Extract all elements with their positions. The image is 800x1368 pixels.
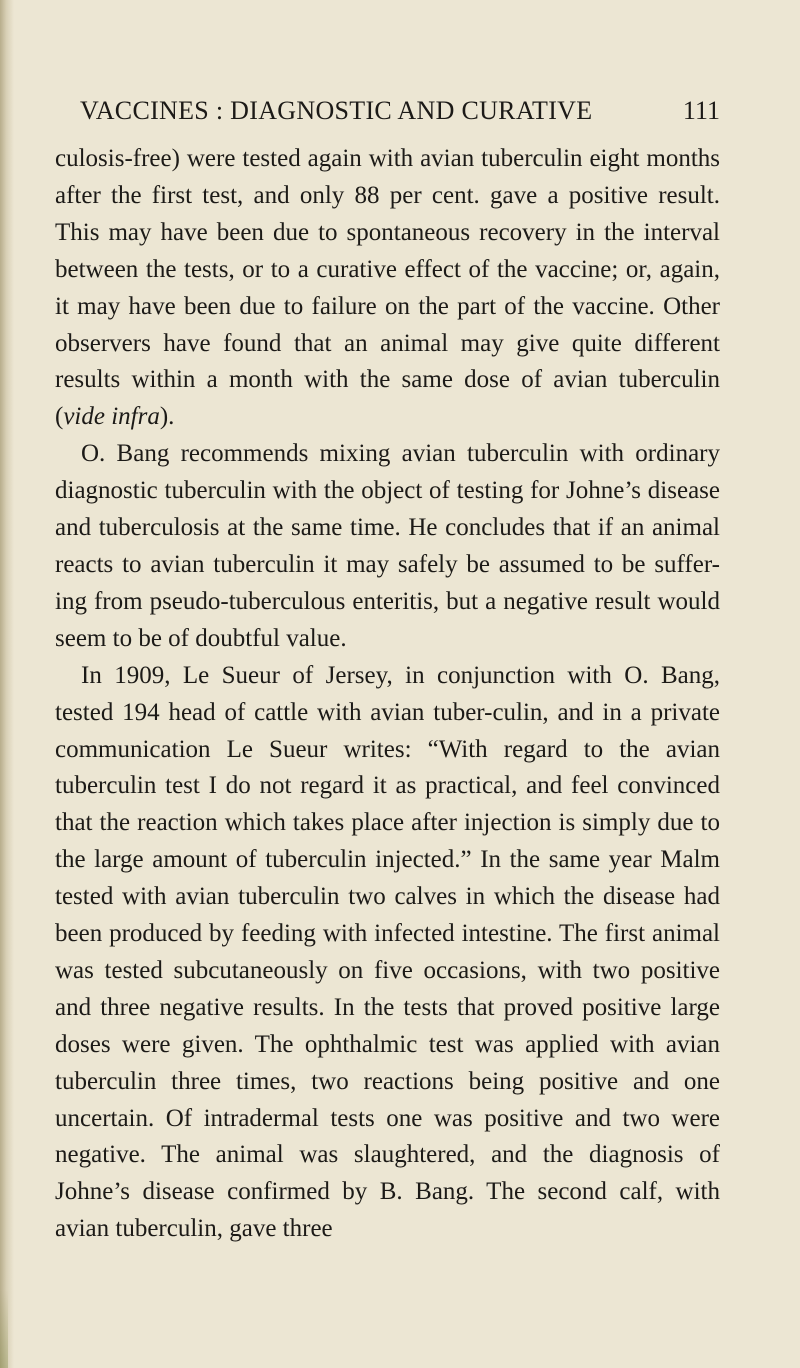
page-edge-shadow — [0, 0, 14, 1368]
paragraph-text: culosis-free) were tested again with avian tuberculin eight months after the first test, and only 88 per cent. gave a positive result. This may have been due to spontaneous recovery in the interval between the tests, or to a curative effect of the vaccine; or, again, it may have been due to failure on the part of the vaccine. Other observers have found that an animal may give quite different results within a month with the same dose of avian tuberculin ( — [55, 145, 720, 431]
body-text — [55, 141, 720, 1248]
paragraph-le-sueur-malm: In 1909, Le Sueur of Jersey, in conjunction with O. Bang, tested 194 head of cattle with avian tuber-culin, and in a private communication Le Sueur writes: “With regard to the avian tuberculin test I do not regard it as practical, and feel convinced that the reaction which takes place after injection is simply due to the large amount of tuberculin injected.” In the same year Malm tested with avian tuberculin two calves in which the disease had been produced by feeding with infected intestine. The first animal was tested subcutaneously on five occasions, with two positive and three negative results. In the tests that proved positive large doses were given. The ophthalmic test was applied with avian tuberculin three times, two reactions being positive and one uncertain. Of intradermal tests one was positive and two were negative. The animal was slaughtered, and the diagnosis of Johne’s disease confirmed by B. Bang. The second calf, with avian tuberculin, gave three — [55, 661, 720, 1243]
paragraph-bang-recommendation: O. Bang recommends mixing avian tuberculin with ordinary diagnostic tuberculin with the object of testing for Johne’s disease and tuberculosis at the same time. He concludes that if an animal reacts to avian tuberculin it may safely be assumed to be suffer-ing from pseudo-tuberculous enteritis, but a negative result would seem to be of doubtful value. — [55, 440, 720, 652]
paragraph-text-end: ). — [159, 403, 175, 431]
paragraph-continuation — [55, 141, 720, 436]
page-header — [80, 96, 720, 136]
page-number: 111 — [682, 96, 720, 125]
running-title: VACCINES : DIAGNOSTIC AND CURATIVE — [80, 96, 593, 125]
italic-reference: vide infra — [63, 403, 160, 431]
page-edge-stain — [0, 1290, 8, 1368]
